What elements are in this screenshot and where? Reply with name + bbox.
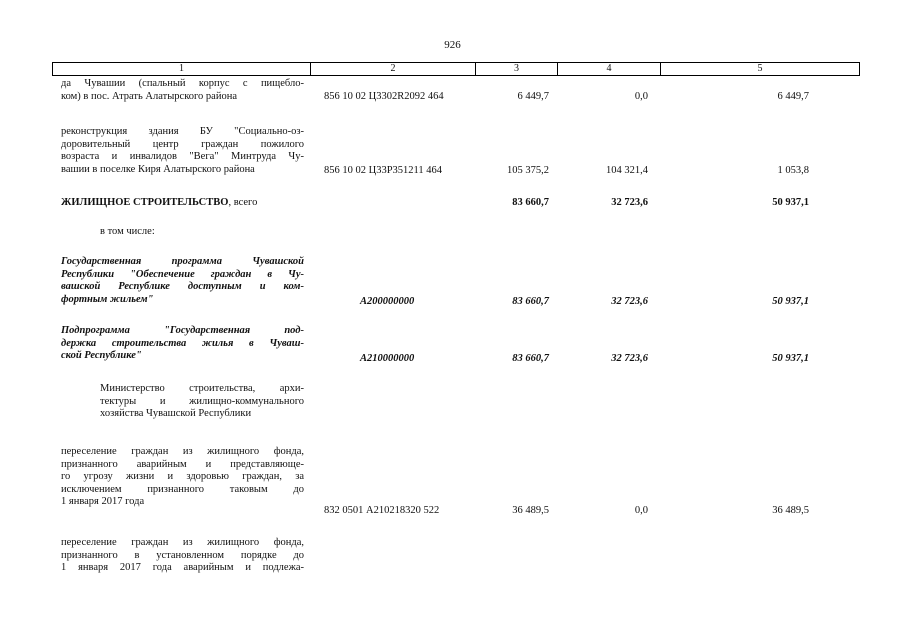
row-description: в том числе: [100, 226, 155, 237]
row-value-3: 6 449,7 [517, 91, 549, 102]
row-code: 856 10 02 Ц3302R2092 464 [324, 91, 444, 102]
row-description [61, 197, 304, 210]
section-title-suffix: , всего [228, 197, 258, 208]
row-description [61, 446, 304, 509]
description-line: го угрозу жизни и здоровью граждан, за [61, 471, 304, 482]
description-line: доровительный центр граждан пожилого [61, 138, 304, 150]
description-line: вашской Республике доступным и ком- [61, 281, 304, 292]
row-description [61, 256, 304, 306]
row-value-5: 1 053,8 [777, 165, 809, 176]
description-line: ской Республике" [61, 350, 142, 361]
description-line: переселение граждан из жилищного фонда, [61, 446, 304, 457]
description-line: 1 января 2017 года [61, 496, 145, 507]
row-value-4: 104 321,4 [606, 165, 648, 176]
section-title: ЖИЛИЩНОЕ СТРОИТЕЛЬСТВО [61, 197, 229, 208]
row-value-3: 83 660,7 [512, 296, 549, 307]
header-col-4: 4 [558, 63, 661, 75]
row-description [61, 126, 304, 176]
row-value-4: 0,0 [634, 91, 648, 102]
row-value-4: 32 723,6 [611, 353, 648, 364]
header-col-2: 2 [311, 63, 476, 75]
row-value-5: 50 937,1 [772, 296, 809, 307]
description-line: вашии в поселке Киря Алатырского района [61, 163, 255, 175]
row-value-5: 50 937,1 [772, 197, 809, 208]
row-value-3: 83 660,7 [512, 353, 549, 364]
row-description [61, 537, 304, 575]
row-value-5: 36 489,5 [772, 505, 809, 516]
row-code: А200000000 [360, 296, 415, 307]
description-line: да Чувашии (спальный корпус с пищебло- [61, 78, 304, 89]
header-col-3: 3 [476, 63, 558, 75]
row-value-3: 36 489,5 [512, 505, 549, 516]
page-number: 926 [444, 39, 461, 51]
description-line: признанного в установленном порядке до [61, 549, 304, 561]
header-col-5: 5 [757, 63, 763, 74]
description-line: Подпрограмма "Государственная под- [61, 325, 304, 336]
row-description [61, 325, 304, 363]
description-line: держка строительства жилья в Чуваш- [61, 337, 304, 349]
description-line: ком) в пос. Атрать Алатырского района [61, 90, 237, 102]
description-line: тектуры и жилищно-коммунального [100, 395, 304, 407]
header-col-1: 1 [53, 63, 311, 75]
row-value-3: 83 660,7 [512, 197, 549, 208]
row-value-5: 6 449,7 [777, 91, 809, 102]
description-line: фортным жильем" [61, 293, 154, 305]
row-code: 832 0501 А210218320 522 [324, 505, 440, 516]
row-description [100, 383, 304, 421]
table-header [52, 62, 860, 76]
row-value-4: 32 723,6 [611, 197, 648, 208]
row-value-5: 50 937,1 [772, 353, 809, 364]
description-line: 1 января 2017 года аварийным и подлежа- [61, 562, 304, 573]
description-line: возраста и инвалидов "Вега" Минтруда Чу- [61, 151, 304, 162]
row-code: А210000000 [360, 353, 415, 364]
description-line: Республики "Обеспечение граждан в Чу- [61, 268, 304, 280]
description-line: Министерство строительства, архи- [100, 383, 304, 394]
row-value-3: 105 375,2 [507, 165, 549, 176]
row-value-4: 0,0 [634, 505, 648, 516]
description-line: переселение граждан из жилищного фонда, [61, 537, 304, 548]
description-line: Государственная программа Чувашской [61, 256, 304, 267]
description-line: признанного аварийным и представляюще- [61, 458, 304, 470]
description-line: хозяйства Чувашской Республики [100, 408, 252, 419]
description-line: исключением признанного таковым до [61, 483, 304, 495]
row-code: 856 10 02 Ц33Р351211 464 [324, 165, 443, 176]
row-description [61, 78, 304, 103]
description-line: реконструкция здания БУ "Социально-оз- [61, 126, 304, 137]
row-value-4: 32 723,6 [611, 296, 648, 307]
